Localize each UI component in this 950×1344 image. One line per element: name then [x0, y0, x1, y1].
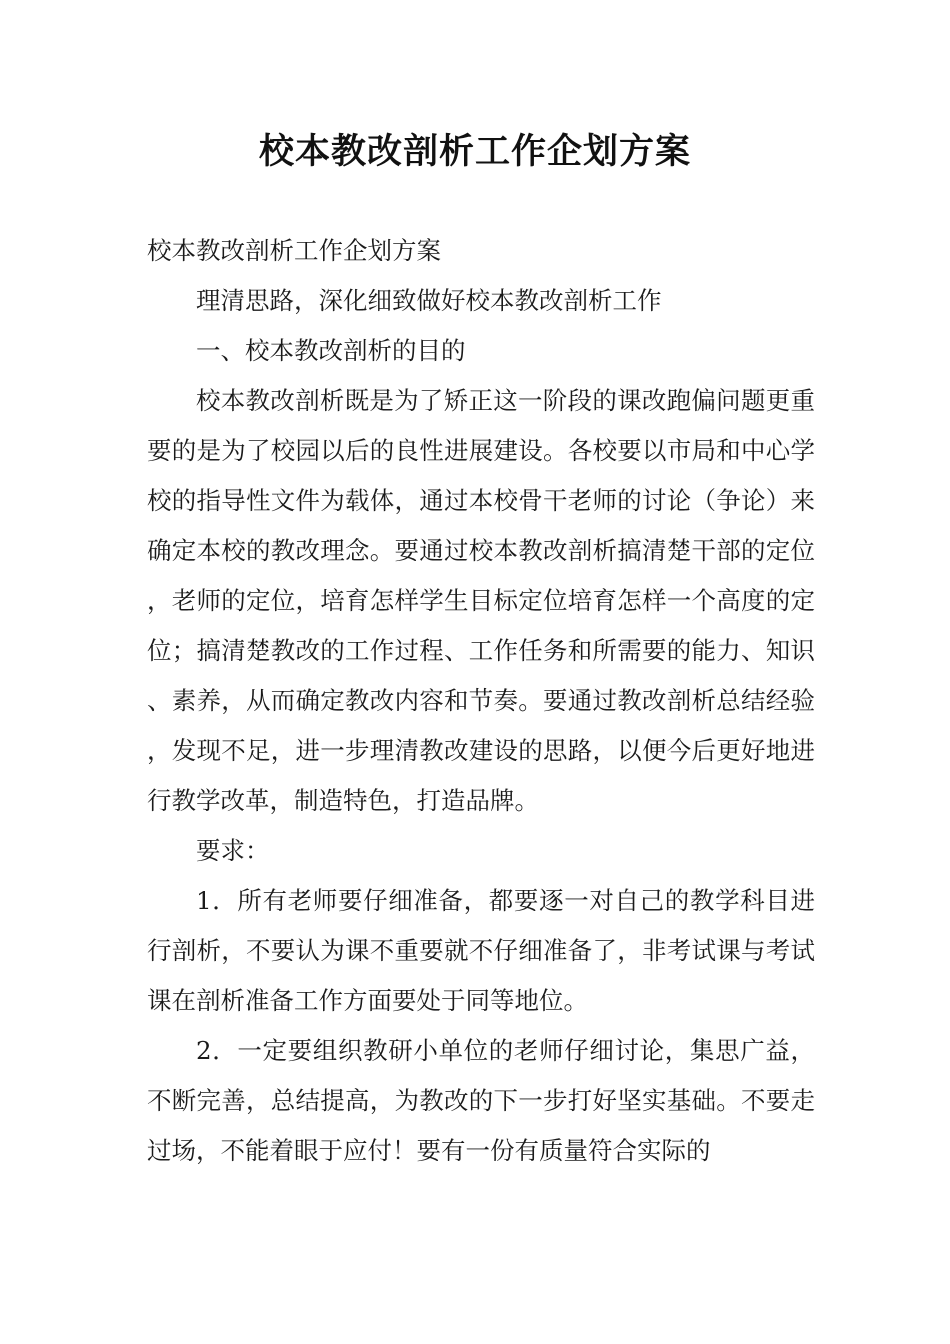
- body-paragraph: 校本教改剖析工作企划方案: [147, 236, 441, 265]
- requirement-item: 2．一定要组织教研小单位的老师仔细讨论，集思广益，不断完善，总结提高，为教改的下一步打好坚实基础。不要走过场，不能着眼于应付！要有一份有质量符合实际的: [147, 1036, 815, 1165]
- body-paragraph: 理清思路，深化细致做好校本教改剖析工作: [196, 286, 662, 315]
- body-paragraph: 校本教改剖析既是为了矫正这一阶段的课改跑偏问题更重要的是为了校园以后的良性进展建设。各校要以市局和中心学校的指导性文件为载体，通过本校骨干老师的讨论（争论）来确定本校的教改理念。要通过校本教改剖析搞清楚干部的定位，老师的定位，培育怎样学生目标定位培育怎样一个高度的定位；搞清楚教改的工作过程、工作任务和所需要的能力、知识、素养，从而确定教改内容和节奏。要通过教改剖析总结经验，发现不足，进一步理清教改建设的思路，以便今后更好地进行教学改革，制造特色，打造品牌。: [147, 386, 815, 815]
- requirements-heading: 要求：: [196, 836, 270, 865]
- document-title: 校本教改剖析工作企划方案: [258, 132, 691, 172]
- section-heading: 一、校本教改剖析的目的: [196, 336, 466, 365]
- requirement-item: 1．所有老师要仔细准备，都要逐一对自己的教学科目进行剖析，不要认为课不重要就不仔细准备了，非考试课与考试课在剖析准备工作方面要处于同等地位。: [147, 886, 815, 1015]
- document-body: [147, 226, 815, 1176]
